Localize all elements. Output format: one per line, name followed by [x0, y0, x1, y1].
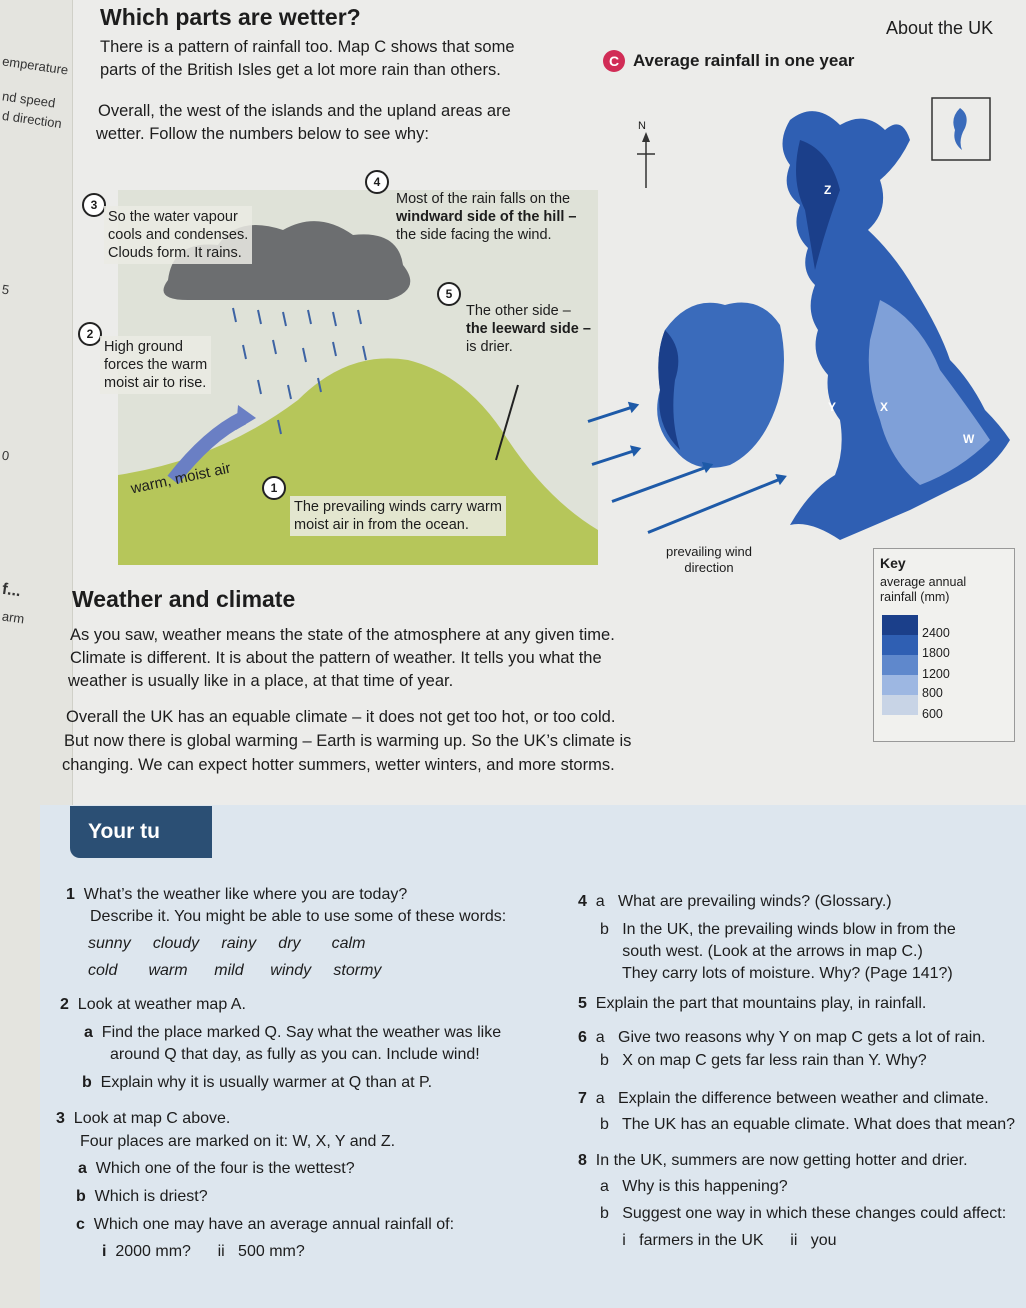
step-4-caption — [396, 190, 576, 244]
place-label-y: Y — [828, 400, 837, 414]
legend-subtitle-line: rainfall (mm) — [880, 590, 950, 604]
question-text: Describe it. You might be able to use some of these words: — [90, 908, 507, 925]
question-text: In the UK, summers are now getting hotter and drier. — [595, 1152, 968, 1169]
question-letter: c — [76, 1216, 85, 1233]
caption-line: forces the warm — [104, 357, 208, 373]
question-text: b Suggest one way in which these changes could affect: — [600, 1205, 1007, 1222]
fragment-text: emperature — [1, 53, 70, 78]
legend-value: 2400 — [922, 626, 950, 640]
question-text: Look at weather map A. — [77, 996, 246, 1013]
question-line — [102, 1241, 305, 1263]
question-text: Which is driest? — [94, 1188, 208, 1205]
question-text: b The UK has an equable climate. What does that mean? — [600, 1116, 1016, 1133]
question-line — [110, 1044, 480, 1066]
legend-value: 1200 — [922, 667, 950, 681]
step-number: 5 — [437, 282, 461, 306]
question-number: 4 — [578, 893, 587, 910]
question-text: a Give two reasons why Y on map C gets a lot of rain. — [595, 1029, 986, 1046]
fragment-text: arm — [1, 608, 26, 627]
caption-line: moist air in from the ocean. — [294, 517, 469, 533]
question-line — [600, 941, 923, 963]
place-label-z: Z — [824, 183, 832, 197]
question-line — [600, 1230, 837, 1252]
question-text: i farmers in the UK ii you — [600, 1232, 837, 1249]
rainfall-map — [640, 80, 1026, 550]
caption-line: direction — [684, 560, 734, 575]
fragment-text: d direction — [1, 107, 63, 132]
question-line — [578, 891, 892, 913]
intro-line: There is a pattern of rainfall too. Map C shows that some — [100, 38, 515, 56]
question-line — [76, 1214, 454, 1236]
question-line — [66, 884, 407, 906]
question-number: 8 — [578, 1152, 587, 1169]
question-text: What’s the weather like where you are today? — [83, 886, 408, 903]
legend-subtitle — [880, 575, 1014, 605]
place-label-x: X — [880, 400, 889, 414]
weather-line: changing. We can expect hotter summers, wetter winters, and more storms. — [62, 756, 615, 774]
word-list — [88, 933, 365, 955]
question-number: 6 — [578, 1029, 587, 1046]
legend-swatch — [882, 695, 918, 715]
word-list — [88, 960, 381, 982]
legend-subtitle-line: average annual — [880, 575, 967, 589]
question-text: Explain why it is usually warmer at Q than at P. — [100, 1074, 433, 1091]
weather-line: weather is usually like in a place, at that time of year. — [68, 672, 454, 690]
caption-line: Clouds form. It rains. — [108, 245, 242, 261]
question-line — [56, 1108, 230, 1130]
question-line — [60, 994, 246, 1016]
legend-swatch — [882, 675, 918, 695]
question-text: around Q that day, as fully as you can. Include wind! — [110, 1046, 480, 1063]
place-label-w: W — [963, 432, 975, 446]
question-text: b X on map C gets far less rain than Y. Why? — [600, 1052, 927, 1069]
question-text: a Why is this happening? — [600, 1178, 788, 1195]
air-label: warm, moist air — [129, 459, 233, 498]
question-letter: i — [102, 1243, 107, 1260]
question-line — [78, 1158, 355, 1180]
page-title: Which parts are wetter? — [100, 4, 361, 30]
map-title — [603, 50, 854, 72]
caption-line: High ground — [104, 339, 183, 355]
caption-line: moist air to rise. — [104, 375, 207, 391]
caption-line: the side facing the wind. — [396, 227, 552, 243]
fragment-text: f... — [0, 580, 22, 601]
question-line — [600, 1050, 927, 1072]
question-line — [578, 1150, 968, 1172]
intro-line: wetter. Follow the numbers below to see why: — [96, 125, 429, 143]
weather-line: As you saw, weather means the state of the atmosphere at any given time. — [70, 626, 615, 644]
shetland-islands — [953, 108, 966, 150]
section-title-weather: Weather and climate — [72, 586, 296, 612]
question-line — [82, 1072, 432, 1094]
question-text: a What are prevailing winds? (Glossary.) — [595, 893, 892, 910]
step-2-caption — [100, 336, 211, 394]
legend-value: 600 — [922, 707, 943, 721]
question-line — [80, 1131, 395, 1153]
question-line — [600, 1114, 1015, 1136]
fragment-text: nd speed — [1, 88, 57, 111]
question-text: 2000 mm? ii 500 mm? — [115, 1243, 305, 1260]
legend-swatch — [882, 655, 918, 675]
intro-line: Overall, the west of the islands and the upland areas are — [98, 102, 511, 120]
caption-line: So the water vapour — [108, 209, 238, 225]
question-text: Four places are marked on it: W, X, Y and Z. — [80, 1133, 396, 1150]
question-text: sunny cloudy rainy dry calm — [88, 935, 366, 952]
question-text: cold warm mild windy stormy — [88, 962, 382, 979]
caption-line: is drier. — [466, 339, 513, 355]
caption-line: prevailing wind — [666, 544, 752, 559]
caption-line: the leeward side – — [466, 321, 591, 337]
wind-caption — [666, 544, 752, 576]
caption-line: The other side – — [466, 303, 571, 319]
step-number: 3 — [82, 193, 106, 217]
question-text: Find the place marked Q. Say what the weather was like — [101, 1024, 502, 1041]
question-number: 3 — [56, 1110, 65, 1127]
legend-title: Key — [880, 555, 906, 571]
step-number: 4 — [365, 170, 389, 194]
caption-line: Most of the rain falls on the — [396, 191, 571, 207]
question-letter: a — [84, 1024, 93, 1041]
legend-swatch — [882, 635, 918, 655]
question-line — [76, 1186, 208, 1208]
question-letter: b — [76, 1188, 86, 1205]
step-5-caption — [466, 302, 591, 356]
question-line — [578, 1088, 989, 1110]
legend-value: 1800 — [922, 646, 950, 660]
question-number: 7 — [578, 1090, 587, 1107]
step-number: 2 — [78, 322, 102, 346]
question-line — [84, 1022, 501, 1044]
question-line — [600, 1176, 788, 1198]
question-number: 1 — [66, 886, 75, 903]
caption-line: windward side of the hill – — [396, 209, 577, 225]
fragment-text: 0 — [0, 447, 11, 464]
question-text: a Explain the difference between weather and climate. — [595, 1090, 989, 1107]
weather-line: Overall the UK has an equable climate – it does not get too hot, or too cold. — [66, 708, 616, 726]
question-text: Which one of the four is the wettest? — [95, 1160, 355, 1177]
intro-line: parts of the British Isles get a lot more rain than others. — [100, 61, 501, 79]
question-text: b In the UK, the prevailing winds blow in from the — [600, 921, 956, 938]
question-text: Which one may have an average annual rainfall of: — [93, 1216, 455, 1233]
map-badge: C — [603, 50, 625, 72]
fragment-text: 5 — [0, 281, 11, 298]
question-text: Look at map C above. — [73, 1110, 231, 1127]
question-line — [600, 963, 953, 985]
question-number: 5 — [578, 995, 587, 1012]
step-1-caption — [290, 496, 506, 536]
question-text: They carry lots of moisture. Why? (Page 141?) — [600, 965, 953, 982]
question-line — [600, 1203, 1006, 1225]
map-legend — [873, 548, 1015, 742]
question-text: Explain the part that mountains play, in rainfall. — [595, 995, 927, 1012]
step-number: 1 — [262, 476, 286, 500]
question-letter: b — [82, 1074, 92, 1091]
north-label: N — [638, 120, 646, 132]
legend-swatch — [882, 615, 918, 635]
weather-line: But now there is global warming – Earth is warming up. So the UK’s climate is — [64, 732, 632, 750]
question-line — [600, 919, 956, 941]
weather-line: Climate is different. It is about the pattern of weather. It tells you what the — [70, 649, 602, 667]
your-turn-heading: Your tu — [70, 806, 212, 858]
question-line — [578, 1027, 986, 1049]
section-header: About the UK — [886, 18, 994, 38]
question-text: south west. (Look at the arrows in map C.) — [600, 943, 923, 960]
question-line — [578, 993, 926, 1015]
question-line — [90, 906, 506, 928]
caption-line: The prevailing winds carry warm — [294, 499, 502, 515]
caption-line: cools and condenses. — [108, 227, 249, 243]
question-letter: a — [78, 1160, 87, 1177]
map-title-text: Average rainfall in one year — [633, 51, 855, 70]
step-3-caption — [104, 206, 252, 264]
question-number: 2 — [60, 996, 69, 1013]
legend-value: 800 — [922, 686, 943, 700]
